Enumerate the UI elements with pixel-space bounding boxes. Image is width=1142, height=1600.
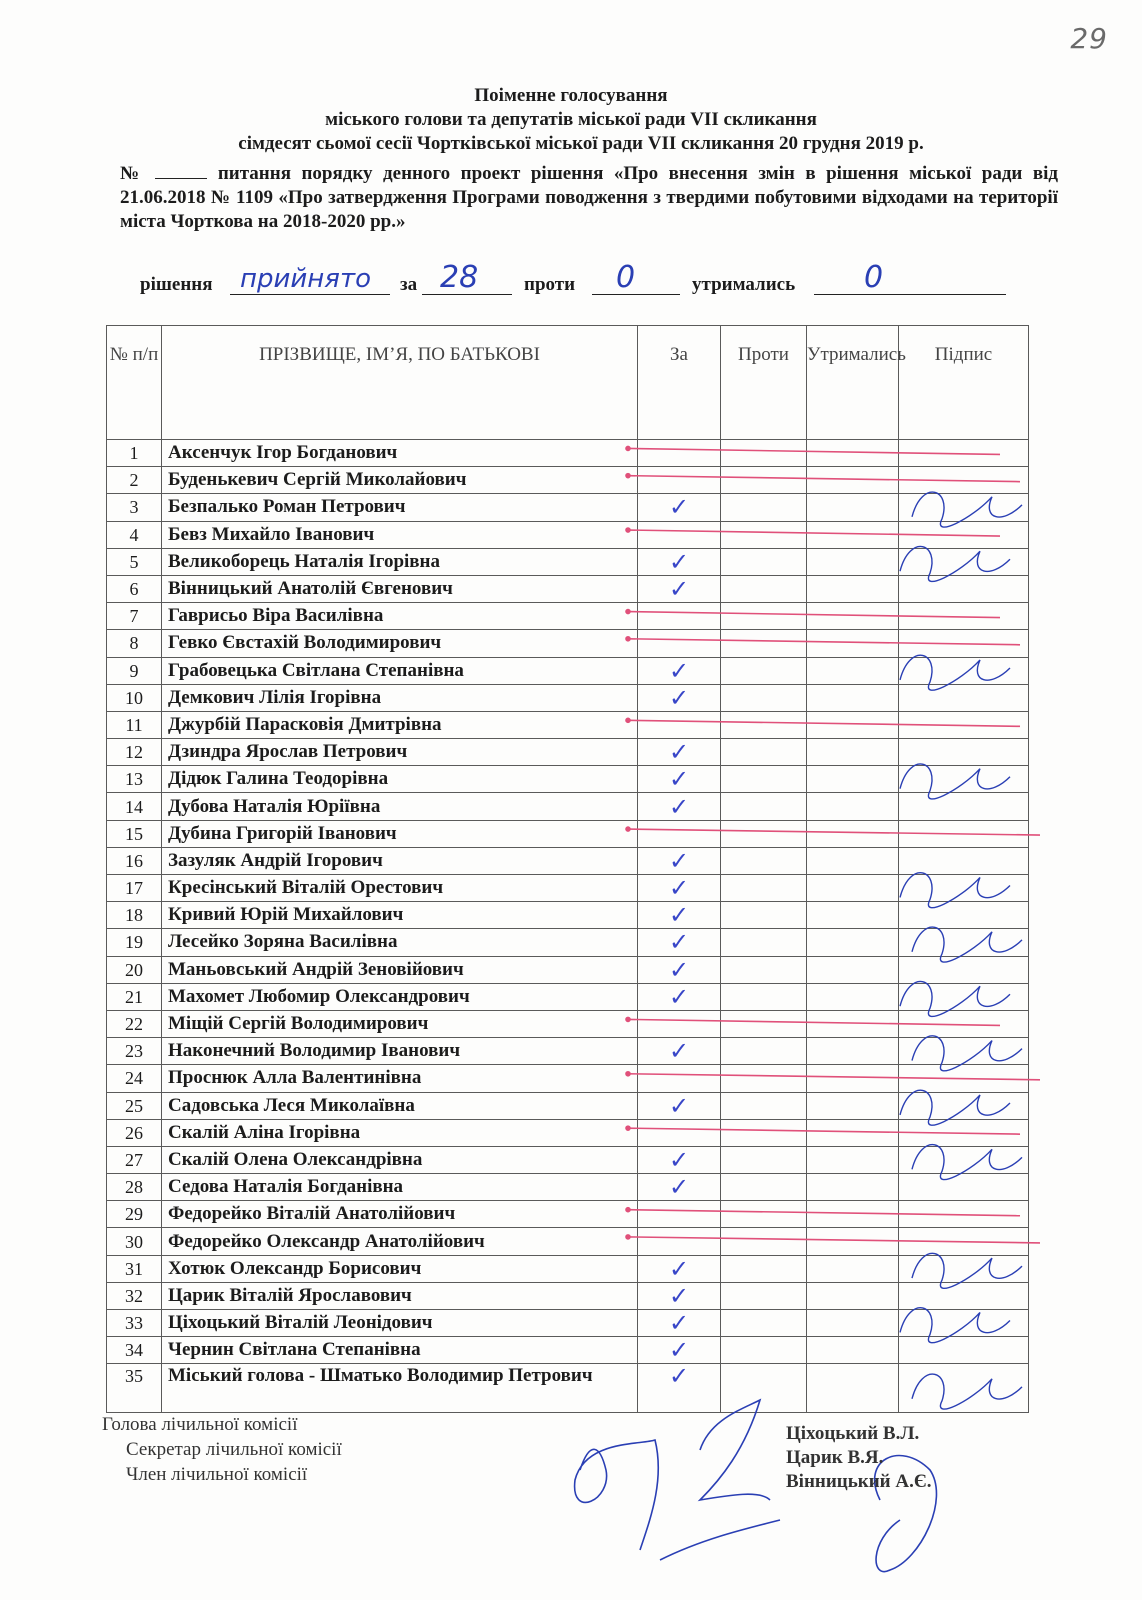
member-name: Вінницький А.Є. bbox=[786, 1471, 932, 1492]
strike-line bbox=[628, 720, 1020, 726]
row-for-cell: ✓ bbox=[638, 1255, 721, 1282]
col-header-name: ПРІЗВИЩЕ, ІМ’Я, ПО БАТЬКОВІ bbox=[162, 326, 638, 440]
decision-label: рішення bbox=[140, 274, 213, 295]
row-for-cell: ✓ bbox=[638, 766, 721, 793]
row-for-cell: ✓ bbox=[638, 875, 721, 902]
row-for-cell: ✓ bbox=[638, 983, 721, 1010]
row-for-cell: ✓ bbox=[638, 902, 721, 929]
signature-scribble bbox=[912, 1253, 1022, 1288]
strike-dot bbox=[626, 827, 630, 831]
row-for-cell: ✓ bbox=[638, 929, 721, 956]
row-name: Дідюк Галина Теодорівна bbox=[162, 766, 638, 793]
strike-line bbox=[628, 639, 1020, 645]
row-name: Наконечний Володимир Іванович bbox=[162, 1038, 638, 1065]
commission-block bbox=[102, 1412, 342, 1487]
row-number: 7 bbox=[107, 603, 162, 630]
row-name: Маньовський Андрій Зеновійович bbox=[162, 956, 638, 983]
row-number: 4 bbox=[107, 521, 162, 548]
row-number: 32 bbox=[107, 1282, 162, 1309]
row-name: Ціхоцький Віталій Леонідович bbox=[162, 1310, 638, 1337]
strike-line bbox=[628, 829, 1040, 835]
abstain-value: 0 bbox=[864, 260, 884, 295]
row-for-cell: ✓ bbox=[638, 1174, 721, 1201]
signature-scribble bbox=[912, 492, 1022, 527]
row-for-cell: ✓ bbox=[638, 1146, 721, 1173]
row-for-cell: ✓ bbox=[638, 684, 721, 711]
strike-dot bbox=[626, 446, 630, 450]
row-for-cell: ✓ bbox=[638, 575, 721, 602]
row-name: Скалій Олена Олександрівна bbox=[162, 1146, 638, 1173]
strike-dot bbox=[626, 528, 630, 532]
row-name: Царик Віталій Ярославович bbox=[162, 1282, 638, 1309]
row-number: 17 bbox=[107, 875, 162, 902]
row-name: Буденькевич Сергій Миколайович bbox=[162, 467, 638, 494]
row-number: 31 bbox=[107, 1255, 162, 1282]
row-for-cell: ✓ bbox=[638, 739, 721, 766]
strike-dot bbox=[626, 1126, 630, 1130]
question-text: питання порядку денного проект рішення «Про внесення змін в рішення міської ради від 21.06.2018 № 1109 «Про затвердження Програми поводження з твердими побутовими відходами на території міста Чорткова на 2018-2020 рр.» bbox=[120, 163, 1059, 232]
row-number: 10 bbox=[107, 684, 162, 711]
row-name: Аксенчук Ігор Богданович bbox=[162, 440, 638, 467]
row-name: Проснюк Алла Валентинівна bbox=[162, 1065, 638, 1092]
signature-scribble bbox=[900, 1090, 1010, 1125]
row-number: 3 bbox=[107, 494, 162, 521]
commission-names bbox=[786, 1422, 932, 1494]
signature-scribble bbox=[900, 1308, 1010, 1343]
row-name: Великоборець Наталія Ігорівна bbox=[162, 548, 638, 575]
col-header-for: За bbox=[638, 326, 721, 440]
row-number: 20 bbox=[107, 956, 162, 983]
strike-dot bbox=[626, 718, 630, 722]
row-for-cell: ✓ bbox=[638, 1337, 721, 1364]
chair-label: Голова лічильної комісії bbox=[102, 1414, 298, 1435]
row-number: 1 bbox=[107, 440, 162, 467]
row-number: 33 bbox=[107, 1310, 162, 1337]
commission-signature-1 bbox=[575, 1440, 659, 1550]
row-name: Федорейко Олександр Анатолійович bbox=[162, 1228, 638, 1255]
col-header-signature: Підпис bbox=[899, 326, 1029, 440]
row-for-cell: ✓ bbox=[638, 793, 721, 820]
strike-line bbox=[628, 1074, 1040, 1080]
strike-line bbox=[628, 612, 1000, 618]
signature-scribble bbox=[912, 1036, 1022, 1071]
row-number: 28 bbox=[107, 1174, 162, 1201]
row-name: Гевко Євстахій Володимирович bbox=[162, 630, 638, 657]
row-name: Безпалько Роман Петрович bbox=[162, 494, 638, 521]
header-session: сімдесят сьомої сесії Чортківської міської ради VII скликання 20 грудня 2019 р. bbox=[238, 133, 924, 154]
row-number: 12 bbox=[107, 739, 162, 766]
row-number: 35 bbox=[107, 1364, 162, 1413]
against-value: 0 bbox=[616, 260, 636, 295]
row-name: Федорейко Віталій Анатолійович bbox=[162, 1201, 638, 1228]
strike-line bbox=[628, 448, 1000, 454]
against-label: проти bbox=[524, 274, 576, 295]
row-name: Дубина Григорій Іванович bbox=[162, 820, 638, 847]
row-number: 8 bbox=[107, 630, 162, 657]
strike-dot bbox=[626, 1072, 630, 1076]
page-number: 29 bbox=[1070, 22, 1108, 55]
row-for-cell: ✓ bbox=[638, 1310, 721, 1337]
row-number: 23 bbox=[107, 1038, 162, 1065]
row-number: 13 bbox=[107, 766, 162, 793]
row-name: Кривий Юрій Михайлович bbox=[162, 902, 638, 929]
signature-scribble bbox=[912, 1145, 1022, 1180]
strike-line bbox=[628, 530, 1000, 536]
row-number: 30 bbox=[107, 1228, 162, 1255]
row-number: 21 bbox=[107, 983, 162, 1010]
strike-dot bbox=[626, 1208, 630, 1212]
row-name: Гаврисьо Віра Василівна bbox=[162, 603, 638, 630]
signature-scribble bbox=[912, 927, 1022, 962]
row-for-cell: ✓ bbox=[638, 657, 721, 684]
row-number: 15 bbox=[107, 820, 162, 847]
row-name: Кресінський Віталій Орестович bbox=[162, 875, 638, 902]
row-for-cell: ✓ bbox=[638, 1092, 721, 1119]
row-number: 9 bbox=[107, 657, 162, 684]
row-for-cell: ✓ bbox=[638, 1364, 721, 1413]
col-header-number: № п/п bbox=[107, 326, 162, 440]
abstain-label: утримались bbox=[692, 274, 796, 295]
signature-scribble bbox=[900, 982, 1010, 1017]
row-number: 6 bbox=[107, 575, 162, 602]
commission-signature-2 bbox=[660, 1400, 780, 1560]
row-number: 22 bbox=[107, 1010, 162, 1037]
row-number: 26 bbox=[107, 1119, 162, 1146]
for-value: 28 bbox=[440, 260, 479, 295]
header-title: Поіменне голосування bbox=[474, 85, 668, 106]
strike-dot bbox=[626, 1017, 630, 1021]
question-number-prefix: № bbox=[120, 163, 145, 184]
row-name: Чернин Світлана Степанівна bbox=[162, 1337, 638, 1364]
row-number: 11 bbox=[107, 711, 162, 738]
row-name: Лесейко Зоряна Василівна bbox=[162, 929, 638, 956]
strike-line bbox=[628, 1128, 1020, 1134]
row-number: 14 bbox=[107, 793, 162, 820]
signatures bbox=[900, 492, 1022, 1409]
col-header-abstain: Утримались bbox=[807, 326, 899, 440]
strike-dot bbox=[626, 610, 630, 614]
row-name: Хотюк Олександр Борисович bbox=[162, 1255, 638, 1282]
row-number: 18 bbox=[107, 902, 162, 929]
row-number: 24 bbox=[107, 1065, 162, 1092]
row-name: Джурбій Парасковія Дмитрівна bbox=[162, 711, 638, 738]
header-subtitle: міського голови та депутатів міської ради VII скликання bbox=[325, 109, 817, 130]
signature-scribble bbox=[900, 547, 1010, 582]
strike-line bbox=[628, 1019, 1000, 1025]
row-name: Бевз Михайло Іванович bbox=[162, 521, 638, 548]
row-for-cell: ✓ bbox=[638, 1038, 721, 1065]
strike-dot bbox=[626, 637, 630, 641]
signature-scribble bbox=[912, 1374, 1022, 1409]
row-number: 34 bbox=[107, 1337, 162, 1364]
strike-line bbox=[628, 1237, 1040, 1243]
secretary-label: Секретар лічильної комісії bbox=[126, 1439, 342, 1460]
row-name: Садовська Леся Миколаївна bbox=[162, 1092, 638, 1119]
strike-line bbox=[628, 476, 1020, 482]
row-number: 5 bbox=[107, 548, 162, 575]
row-name: Грабовецька Світлана Степанівна bbox=[162, 657, 638, 684]
row-number: 16 bbox=[107, 847, 162, 874]
row-name: Зазуляк Андрій Ігорович bbox=[162, 847, 638, 874]
row-name: Вінницький Анатолій Євгенович bbox=[162, 575, 638, 602]
col-header-against: Проти bbox=[721, 326, 807, 440]
row-name: Міський голова - Шматько Володимир Петрович bbox=[162, 1364, 638, 1413]
strike-dot bbox=[626, 1235, 630, 1239]
row-for-cell: ✓ bbox=[638, 548, 721, 575]
row-for-cell: ✓ bbox=[638, 847, 721, 874]
row-name: Дубова Наталія Юріївна bbox=[162, 793, 638, 820]
row-number: 27 bbox=[107, 1146, 162, 1173]
strike-dot bbox=[626, 474, 630, 478]
row-for-cell: ✓ bbox=[638, 494, 721, 521]
strike-line bbox=[628, 1210, 1020, 1216]
row-name: Махомет Любомир Олександрович bbox=[162, 983, 638, 1010]
row-number: 25 bbox=[107, 1092, 162, 1119]
row-number: 19 bbox=[107, 929, 162, 956]
row-for-cell: ✓ bbox=[638, 1282, 721, 1309]
row-name: Скалій Аліна Ігорівна bbox=[162, 1119, 638, 1146]
decision-value: прийнято bbox=[240, 264, 371, 294]
secretary-name: Царик В.Я. bbox=[786, 1447, 884, 1468]
row-name: Седова Наталія Богданівна bbox=[162, 1174, 638, 1201]
signature-scribble bbox=[900, 764, 1010, 799]
member-label: Член лічильної комісії bbox=[126, 1464, 308, 1485]
row-name: Міщій Сергій Володимирович bbox=[162, 1010, 638, 1037]
row-number: 29 bbox=[107, 1201, 162, 1228]
row-name: Дзиндра Ярослав Петрович bbox=[162, 739, 638, 766]
row-number: 2 bbox=[107, 467, 162, 494]
signature-scribble bbox=[900, 873, 1010, 908]
chair-name: Ціхоцький В.Л. bbox=[786, 1423, 920, 1444]
signature-scribble bbox=[900, 655, 1010, 690]
row-for-cell: ✓ bbox=[638, 956, 721, 983]
row-name: Демкович Лілія Ігорівна bbox=[162, 684, 638, 711]
for-label: за bbox=[400, 274, 418, 295]
